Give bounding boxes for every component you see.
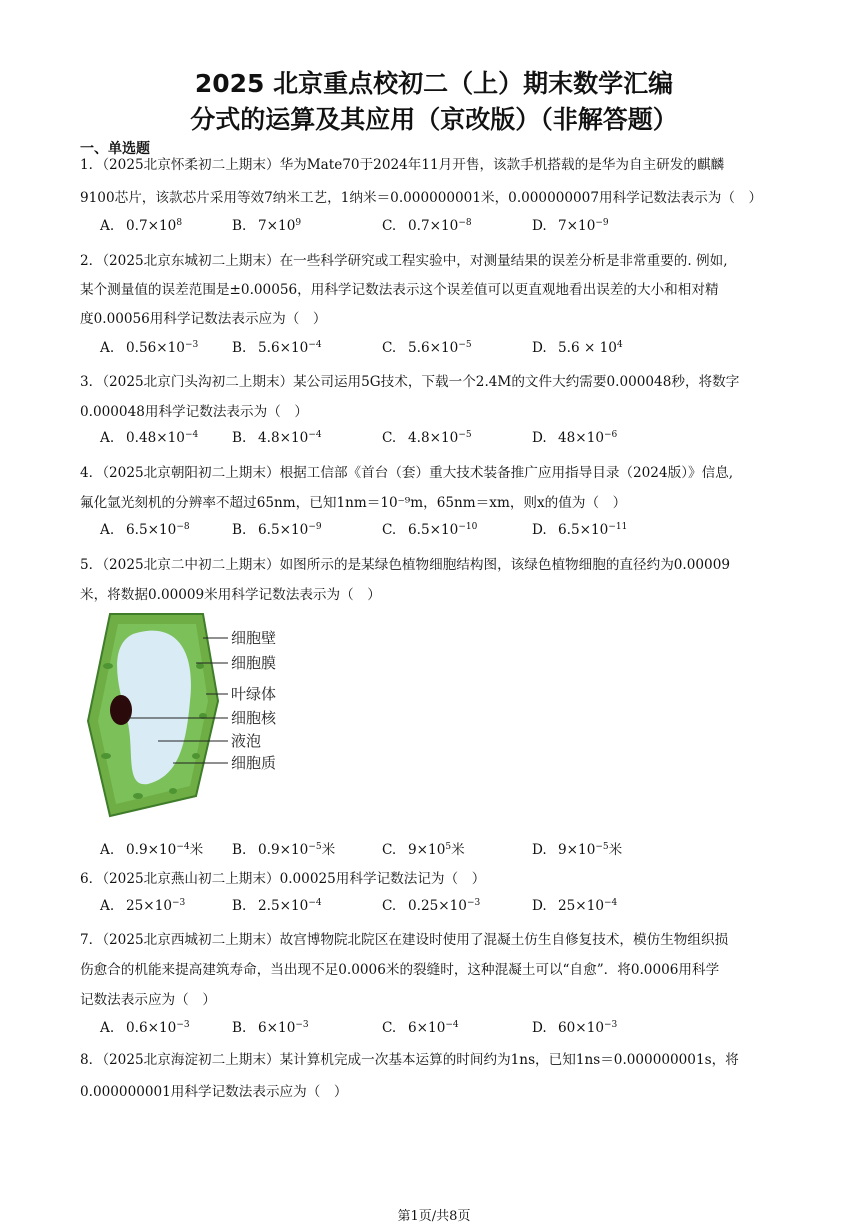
- label-cell-wall: 细胞壁: [231, 629, 277, 647]
- option-value: 0.25×10: [408, 898, 467, 914]
- option-label: B.: [232, 898, 247, 914]
- question-7-text: 记数法表示应为（ ）: [80, 992, 216, 1008]
- question-5-option-a: [100, 838, 203, 858]
- question-3-option-a: [100, 430, 198, 446]
- option-label: D.: [532, 430, 547, 446]
- option-exponent: −6: [604, 430, 618, 440]
- question-3-text: 3．（2025北京门头沟初二上期末）某公司运用5G技术，下载一个2.4M的文件大约需要0.000048秒，将数字: [80, 374, 740, 390]
- option-exponent: −3: [176, 1020, 190, 1030]
- question-5-option-c: [382, 838, 465, 858]
- question-6-option-c: [382, 898, 480, 914]
- option-value: 0.7×10: [126, 218, 177, 234]
- option-value: 6×10: [258, 1020, 296, 1036]
- option-exponent: −10: [458, 522, 478, 532]
- option-label: C.: [382, 1020, 397, 1036]
- option-label: C.: [382, 898, 397, 914]
- question-8-text: 0.000000001用科学记数法表示应为（ ）: [80, 1084, 348, 1100]
- option-exponent: −3: [466, 898, 481, 908]
- option-label: B.: [232, 218, 247, 234]
- question-7-option-c: [382, 1020, 459, 1036]
- option-unit: 米: [321, 842, 336, 858]
- option-value: 9×10: [558, 842, 596, 858]
- option-label: D.: [532, 218, 547, 234]
- option-label: C.: [382, 522, 397, 538]
- option-unit: 米: [451, 842, 465, 858]
- option-exponent: −4: [604, 898, 618, 908]
- option-value: 6×10: [408, 1020, 446, 1036]
- question-4-option-b: [232, 522, 322, 538]
- question-7-option-d: [532, 1020, 617, 1036]
- question-1-option-b: [232, 218, 301, 234]
- option-exponent: −8: [176, 522, 190, 532]
- option-exponent: −9: [595, 218, 609, 228]
- question-2-option-a: [100, 340, 198, 356]
- question-3-option-d: [532, 430, 617, 446]
- question-2-text: 2．（2025北京东城初二上期末）在一些科学研究或工程实验中，对测量结果的误差分析是非常重要的. 例如,: [80, 253, 728, 269]
- question-1-text: 1．（2025北京怀柔初二上期末）华为Mate70于2024年11月开售，该款手机搭载的是华为自主研发的麒麟: [80, 157, 725, 173]
- question-6-text: 6．（2025北京燕山初二上期末）0.00025用科学记数法记为（ ）: [80, 871, 486, 887]
- option-value: 6.5×10: [558, 522, 609, 538]
- option-label: B.: [232, 1020, 247, 1036]
- option-label: B.: [232, 522, 247, 538]
- option-label: A.: [100, 898, 115, 914]
- option-value: 9×10: [408, 842, 446, 858]
- option-value: 25×10: [126, 898, 172, 914]
- option-label: A.: [100, 842, 115, 858]
- option-value: 5.6 × 10: [558, 340, 617, 356]
- option-value: 0.9×10: [258, 842, 309, 858]
- question-1-option-c: [382, 218, 472, 234]
- question-4-text: 4．（2025北京朝阳初二上期末）根据工信部《首台（套）重大技术装备推广应用指导目录（2024版）》信息,: [80, 465, 734, 481]
- option-label: C.: [382, 842, 397, 858]
- option-exponent: −3: [604, 1020, 618, 1030]
- option-exponent: 9: [295, 218, 302, 228]
- question-8-text: 8．（2025北京海淀初二上期末）某计算机完成一次基本运算的时间约为1ns，已知1ns＝0.000000001s，将: [80, 1052, 739, 1068]
- option-value: 7×10: [558, 218, 596, 234]
- option-label: A.: [100, 218, 115, 234]
- option-exponent: −4: [308, 430, 322, 440]
- option-label: B.: [232, 340, 247, 356]
- question-4-option-d: [532, 522, 627, 538]
- option-exponent: 8: [176, 218, 183, 228]
- question-6-option-d: [532, 898, 617, 914]
- question-5-option-d: [532, 838, 622, 858]
- option-value: 0.7×10: [408, 218, 459, 234]
- question-7-option-a: [100, 1020, 190, 1036]
- question-5-option-b: [232, 838, 335, 858]
- option-value: 6.5×10: [258, 522, 309, 538]
- label-chloroplast: 叶绿体: [231, 685, 277, 703]
- question-7-option-b: [232, 1020, 309, 1036]
- option-value: 5.6×10: [408, 340, 459, 356]
- option-label: D.: [532, 340, 547, 356]
- question-2-option-d: [532, 340, 623, 356]
- option-exponent: −4: [308, 340, 322, 350]
- option-exponent: −5: [595, 842, 609, 852]
- option-unit: 米: [608, 842, 623, 858]
- option-label: A.: [100, 340, 115, 356]
- question-5-text: 米，将数据0.00009米用科学记数法表示为（ ）: [80, 587, 381, 603]
- question-1-option-a: [100, 218, 182, 234]
- option-label: D.: [532, 1020, 547, 1036]
- option-label: D.: [532, 522, 547, 538]
- option-label: C.: [382, 340, 397, 356]
- option-exponent: −5: [308, 842, 322, 852]
- option-exponent: 4: [616, 340, 623, 350]
- option-value: 0.9×10: [126, 842, 177, 858]
- question-6-option-a: [100, 898, 185, 914]
- option-exponent: −5: [458, 340, 472, 350]
- option-exponent: −5: [458, 430, 472, 440]
- document-subtitle: 分式的运算及其应用（京改版）（非解答题）: [190, 105, 678, 134]
- option-exponent: −4: [184, 430, 199, 440]
- question-2-option-b: [232, 340, 322, 356]
- option-value: 4.8×10: [258, 430, 309, 446]
- plant-cell-figure: [78, 606, 298, 826]
- label-nucleus: 细胞核: [231, 709, 277, 727]
- page-footer: 第1页/共8页: [397, 1209, 471, 1224]
- option-exponent: −4: [445, 1020, 459, 1030]
- document-title: 2025 北京重点校初二（上）期末数学汇编: [194, 69, 674, 98]
- option-label: B.: [232, 430, 247, 446]
- option-exponent: −9: [308, 522, 322, 532]
- option-exponent: −3: [184, 340, 199, 350]
- option-label: B.: [232, 842, 247, 858]
- nucleus-shape: [110, 695, 132, 725]
- option-value: 6.5×10: [126, 522, 177, 538]
- option-value: 0.56×10: [126, 340, 185, 356]
- option-label: D.: [532, 842, 547, 858]
- option-exponent: −8: [458, 218, 472, 228]
- option-value: 0.6×10: [126, 1020, 177, 1036]
- question-4-option-c: [382, 522, 477, 538]
- option-value: 48×10: [558, 430, 604, 446]
- question-3-option-c: [382, 430, 472, 446]
- label-cytoplasm: 细胞质: [231, 754, 277, 772]
- option-value: 25×10: [558, 898, 604, 914]
- option-exponent: −3: [295, 1020, 309, 1030]
- question-1-option-d: [532, 218, 609, 234]
- question-2-option-c: [382, 340, 472, 356]
- section-heading: 一、单选题: [80, 141, 150, 157]
- option-value: 4.8×10: [408, 430, 459, 446]
- option-label: A.: [100, 522, 115, 538]
- option-value: 60×10: [558, 1020, 604, 1036]
- option-value: 0.48×10: [126, 430, 185, 446]
- option-exponent: −11: [608, 522, 628, 532]
- question-2-text: 某个测量值的误差范围是±0.00056，用科学记数法表示这个误差值可以更直观地看出误差的大小和相对精: [80, 282, 719, 298]
- option-exponent: 5: [445, 842, 452, 852]
- option-label: A.: [100, 1020, 115, 1036]
- question-7-text: 7．（2025北京西城初二上期末）故宫博物院北院区在建设时使用了混凝土仿生自修复技术，模仿生物组织损: [80, 932, 729, 948]
- question-6-option-b: [232, 898, 322, 914]
- question-5-text: 5．（2025北京二中初二上期末）如图所示的是某绿色植物细胞结构图，该绿色植物细胞的直径约为0.00009: [80, 557, 730, 573]
- question-3-option-b: [232, 430, 322, 446]
- question-4-option-a: [100, 522, 190, 538]
- question-1-text: 9100芯片，该款芯片采用等效7纳米工艺，1纳米＝0.000000001米，0.000000007用科学记数法表示为（ ）: [80, 190, 763, 206]
- option-label: A.: [100, 430, 115, 446]
- option-exponent: −4: [308, 898, 322, 908]
- option-value: 6.5×10: [408, 522, 459, 538]
- option-label: C.: [382, 430, 397, 446]
- label-cell-membrane: 细胞膜: [231, 654, 277, 672]
- question-2-text: 度0.00056用科学记数法表示应为（ ）: [80, 311, 327, 327]
- option-value: 5.6×10: [258, 340, 309, 356]
- option-value: 2.5×10: [258, 898, 309, 914]
- option-unit: 米: [189, 842, 204, 858]
- question-4-text: 氟化氩光刻机的分辨率不超过65nm，已知1nm＝10⁻⁹m，65nm＝xm，则x的值为（ ）: [80, 495, 627, 511]
- option-value: 7×10: [258, 218, 296, 234]
- question-7-text: 伤愈合的机能来提高建筑寿命，当出现不足0.0006米的裂缝时，这种混凝土可以“自愈”．将0.0006用科学: [80, 962, 720, 978]
- option-label: D.: [532, 898, 547, 914]
- option-label: C.: [382, 218, 397, 234]
- label-vacuole: 液泡: [231, 732, 262, 750]
- question-3-text: 0.000048用科学记数法表示为（ ）: [80, 404, 308, 420]
- option-exponent: −4: [176, 842, 190, 852]
- option-exponent: −3: [172, 898, 186, 908]
